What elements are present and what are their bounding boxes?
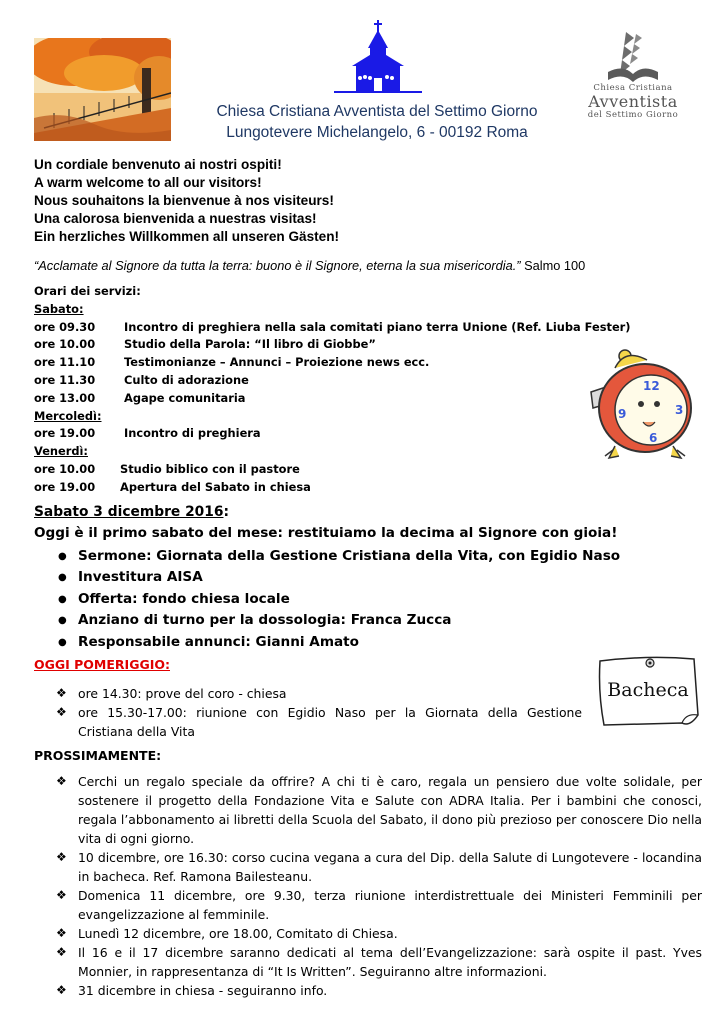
- list-item: [34, 546, 620, 567]
- schedule-row: [34, 390, 631, 408]
- list-item: [34, 589, 620, 610]
- bullet-icon: ●: [58, 615, 67, 627]
- welcome-messages: [34, 156, 339, 246]
- adventist-logo-line1: Chiesa Cristiana: [593, 83, 673, 93]
- diamond-bullet-icon: ❖: [56, 945, 67, 959]
- list-item-text: Lunedì 12 dicembre, ore 18.00, Comitato di Chiesa.: [78, 926, 398, 941]
- diamond-bullet-icon: ❖: [56, 850, 67, 864]
- church-name-block: [150, 101, 604, 143]
- svg-text:12: 12: [643, 379, 660, 393]
- schedule-time: ore 19.00: [34, 426, 96, 441]
- schedule-desc: Culto di adorazione: [124, 372, 249, 387]
- schedule-time: ore 10.00: [34, 337, 96, 352]
- diamond-bullet-icon: ❖: [56, 774, 67, 788]
- list-item-text: Investitura AISA: [78, 569, 203, 586]
- schedule-row: [34, 354, 631, 372]
- schedule-row: [34, 461, 631, 479]
- bible-quote: [34, 258, 585, 273]
- schedule-desc: Agape comunitaria: [124, 390, 246, 405]
- schedule-day-friday: Venerdì:: [34, 444, 88, 459]
- schedule-row: [34, 319, 631, 337]
- list-item-text: Domenica 11 dicembre, ore 9.30, terza riunione interdistrettuale dei Ministeri Femminili per evangelizzazione al femminile.: [78, 888, 702, 922]
- notice-board-note: [594, 653, 702, 733]
- list-item: [56, 772, 702, 848]
- church-address: Lungotevere Michelangelo, 6 - 00192 Roma: [226, 124, 528, 141]
- svg-text:6: 6: [649, 431, 658, 445]
- diamond-bullet-icon: ❖: [56, 705, 67, 719]
- quote-ref: Salmo 100: [520, 258, 586, 273]
- quote-text: “Acclamate al Signore da tutta la terra: buono è il Signore, eterna la sua misericordia.”: [34, 258, 521, 273]
- svg-text:9: 9: [618, 407, 627, 421]
- adventist-logo-line2: Avventista: [588, 91, 678, 111]
- note-label: Bacheca: [607, 679, 689, 701]
- bullet-icon: ●: [58, 636, 67, 648]
- church-name: Chiesa Cristiana Avventista del Settimo Giorno: [216, 103, 538, 120]
- list-item-text: Il 16 e il 17 dicembre saranno dedicati al tema dell’Evangelizzazione: sarà ospite il past. Yves Monnier, in rappresentanza di “It Is Written”. Seguiranno altre informazioni.: [78, 945, 702, 979]
- church-logo: [330, 20, 426, 98]
- welcome-german: Ein herzliches Willkommen all unseren Gästen!: [34, 229, 340, 244]
- list-item: [34, 610, 620, 631]
- welcome-spanish: Una calorosa bienvenida a nuestras visitas!: [34, 211, 317, 226]
- list-item-text: 10 dicembre, ore 16.30: corso cucina vegana a cura del Dip. della Salute di Lungotevere - locandina in bacheca. Ref. Ramona Bailesteanu.: [78, 850, 702, 884]
- schedule-row: [34, 372, 631, 390]
- schedule-time: ore 11.30: [34, 372, 96, 387]
- soon-list: [56, 772, 702, 1000]
- list-item: [56, 886, 702, 924]
- schedule-time: ore 09.30: [34, 319, 96, 334]
- adventist-logo-line3: del Settimo Giorno: [587, 109, 679, 120]
- list-item: [56, 684, 582, 703]
- bullet-icon: ●: [58, 551, 67, 562]
- welcome-english: A warm welcome to all our visitors!: [34, 175, 262, 190]
- schedule-desc: Apertura del Sabato in chiesa: [120, 479, 311, 494]
- list-item-text: Anziano di turno per la dossologia: Franca Zucca: [78, 612, 452, 629]
- schedule-desc: Studio della Parola: “Il libro di Giobbe”: [124, 337, 376, 352]
- schedule-desc: Testimonianze – Annunci – Proiezione news ecc.: [124, 355, 430, 370]
- schedule-day-wednesday: Mercoledì:: [34, 408, 102, 423]
- adventist-logo-text: [578, 84, 688, 119]
- list-item-text: Cerchi un regalo speciale da offrire? A chi ti è caro, regala un pensiero due volte solidale, per sostenere il progetto della Fondazione Vita e Salute con ADRA Italia. Per i bambini che conosci, regala l’abbonamento ai libretti della Scuola del Sabato, il dono più prezioso per conoscere Dio nella vita di ogni giorno.: [78, 774, 702, 846]
- list-item-text: ore 15.30-17.00: riunione con Egidio Naso per la Giornata della Gestione Cristiana della Vita: [78, 705, 582, 739]
- schedule-time: ore 13.00: [34, 390, 96, 405]
- diamond-bullet-icon: ❖: [56, 983, 67, 997]
- list-item: [56, 703, 582, 741]
- schedule-desc: Incontro di preghiera nella sala comitati piano terra Unione (Ref. Liuba Fester): [124, 319, 631, 334]
- list-item-text: 31 dicembre in chiesa - seguiranno info.: [78, 983, 328, 998]
- schedule-row: [34, 479, 631, 497]
- svg-text:3: 3: [675, 403, 684, 417]
- bullet-icon: ●: [58, 572, 67, 584]
- list-item: [34, 632, 620, 653]
- afternoon-title: OGGI POMERIGGIO:: [34, 657, 170, 672]
- schedule-row: [34, 336, 631, 354]
- schedule-time: ore 11.10: [34, 355, 96, 370]
- schedule-time: ore 10.00: [34, 461, 96, 476]
- service-schedule: [34, 283, 631, 497]
- diamond-bullet-icon: ❖: [56, 888, 67, 902]
- list-item: [34, 567, 620, 588]
- list-item-text: Offerta: fondo chiesa locale: [78, 590, 290, 607]
- schedule-row: [34, 425, 631, 443]
- list-item-text: Responsabile annunci: Gianni Amato: [78, 633, 359, 650]
- bullet-icon: ●: [58, 593, 67, 605]
- welcome-french: Nous souhaitons la bienvenue à nos visiteurs!: [34, 193, 334, 208]
- schedule-desc: Studio biblico con il pastore: [120, 461, 300, 476]
- diamond-bullet-icon: ❖: [56, 926, 67, 940]
- saturday-section: [34, 501, 620, 653]
- diamond-bullet-icon: ❖: [56, 686, 67, 700]
- soon-title: PROSSIMAMENTE:: [34, 748, 162, 763]
- afternoon-list: [56, 684, 582, 741]
- saturday-subtitle: Oggi è il primo sabato del mese: restituiamo la decima al Signore con gioia!: [34, 525, 618, 541]
- list-item-text: Sermone: Giornata della Gestione Cristiana della Vita, con Egidio Naso: [78, 548, 621, 564]
- list-item: [56, 848, 702, 886]
- schedule-title: Orari dei servizi:: [34, 284, 141, 298]
- list-item: [56, 943, 702, 981]
- list-item: [56, 924, 702, 943]
- schedule-time: ore 19.00: [34, 479, 96, 494]
- alarm-clock-icon: [585, 346, 697, 464]
- list-item: [56, 981, 702, 1000]
- saturday-date: Sabato 3 dicembre 2016: [34, 504, 224, 520]
- saturday-list: [34, 546, 620, 653]
- schedule-day-saturday: Sabato:: [34, 301, 84, 316]
- list-item-text: ore 14.30: prove del coro - chiesa: [78, 686, 287, 701]
- schedule-desc: Incontro di preghiera: [124, 426, 261, 441]
- saturday-date-suffix: :: [223, 504, 230, 520]
- welcome-italian: Un cordiale benvenuto ai nostri ospiti!: [34, 157, 282, 172]
